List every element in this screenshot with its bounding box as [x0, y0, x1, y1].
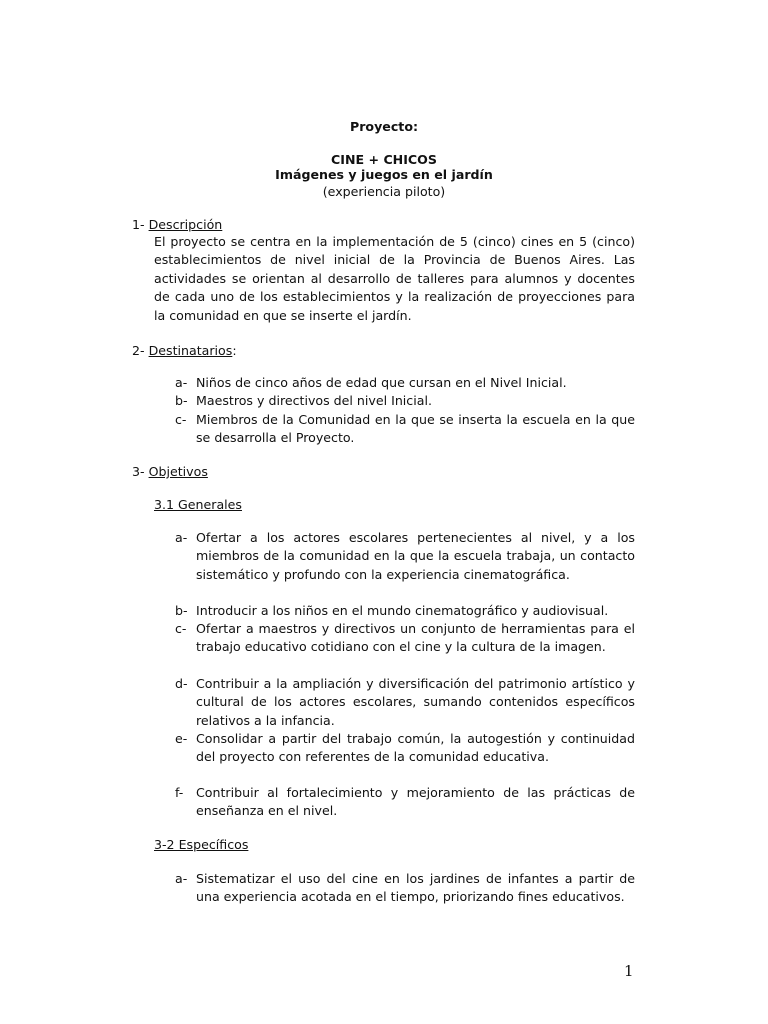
list-item: [175, 529, 635, 584]
list-item: [175, 411, 635, 448]
list-item-label: a-: [175, 375, 188, 390]
section-number: 2-: [132, 343, 145, 358]
page-number: 1: [624, 962, 634, 980]
list-item-text: Niños de cinco años de edad que cursan en el Nivel Inicial.: [196, 375, 567, 390]
section-title: Destinatarios: [148, 343, 233, 358]
section-number: 3-: [132, 464, 145, 479]
list-item-text: Consolidar a partir del trabajo común, la autogestión y continuidad del proyecto con referentes de la comunidad educativa.: [196, 731, 635, 765]
list-item: [175, 675, 635, 730]
list-item-label: d-: [175, 676, 188, 691]
list-item-label: a-: [175, 871, 188, 886]
section-1-paragraph: El proyecto se centra en la implementación de 5 (cinco) cines en 5 (cinco) establecimientos de nivel inicial de la Provincia de Buenos Aires. Las actividades se orientan al desarrollo de talleres para alumnos y docentes de cada uno de los establecimientos y la realización de proyecciones para la comunidad en que se inserte el jardín.: [154, 234, 635, 323]
doc-title: CINE + CHICOS: [331, 152, 437, 167]
doc-subtitle: Imágenes y juegos en el jardín: [275, 167, 493, 182]
list-item: [175, 784, 635, 821]
list-item: [175, 620, 635, 657]
list-item: [175, 730, 635, 767]
list-item: [175, 374, 635, 392]
heading-colon: :: [232, 343, 237, 358]
list-item-text: Maestros y directivos del nivel Inicial.: [196, 393, 432, 408]
list-item-text: Introducir a los niños en el mundo cinematográfico y audiovisual.: [196, 603, 609, 618]
list-item-text: Contribuir a la ampliación y diversificación del patrimonio artístico y cultural de los actores escolares, sumando contenidos específicos relativos a la infancia.: [196, 676, 635, 728]
list-item-text: Ofertar a los actores escolares pertenecientes al nivel, y a los miembros de la comunidad en la que la escuela trabaja, un contacto sistemático y profundo con la experiencia cinematográfica.: [196, 530, 635, 582]
subsection-general-heading: 3.1 Generales: [154, 497, 242, 512]
doc-note: (experiencia piloto): [322, 184, 446, 199]
section-3-heading: [132, 463, 208, 481]
list-item-label: a-: [175, 530, 188, 545]
section-title: Descripción: [148, 217, 223, 232]
list-item-label: e-: [175, 731, 188, 746]
section-1-heading: [132, 216, 222, 234]
list-item-label: f-: [175, 785, 184, 800]
list-item: [175, 392, 635, 410]
list-item: [175, 602, 635, 620]
section-title: Objetivos: [148, 464, 208, 479]
list-item-label: c-: [175, 621, 187, 636]
subsection-specific-heading: 3-2 Específicos: [154, 837, 249, 852]
list-item-label: c-: [175, 412, 187, 427]
list-item-label: b-: [175, 603, 188, 618]
section-number: 1-: [132, 217, 145, 232]
list-item-label: b-: [175, 393, 188, 408]
section-2-heading: [132, 342, 237, 360]
list-item-text: Contribuir al fortalecimiento y mejoramiento de las prácticas de enseñanza en el nivel.: [196, 785, 635, 819]
doc-label: Proyecto:: [349, 119, 419, 134]
list-item-text: Ofertar a maestros y directivos un conjunto de herramientas para el trabajo educativo cotidiano con el cine y la cultura de la imagen.: [196, 621, 635, 655]
list-item-text: Miembros de la Comunidad en la que se inserta la escuela en la que se desarrolla el Proyecto.: [196, 412, 635, 446]
list-item-text: Sistematizar el uso del cine en los jardines de infantes a partir de una experiencia acotada en el tiempo, priorizando fines educativos.: [196, 871, 635, 905]
list-item: [175, 870, 635, 907]
